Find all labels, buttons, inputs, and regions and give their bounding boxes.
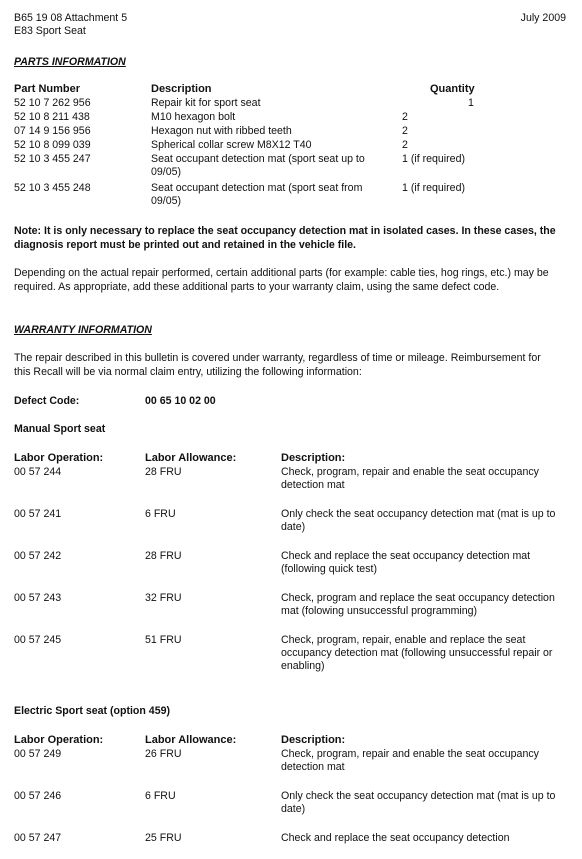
bulletin-subject: E83 Sport Seat [14, 25, 86, 37]
labor-allowance: 26 FRU [145, 748, 182, 760]
part-description: M10 hexagon bolt [151, 111, 236, 123]
defect-code-value: 00 65 10 02 00 [145, 395, 216, 407]
labor-allowance: 25 FRU [145, 832, 182, 844]
labor-allowance-header: Labor Allowance: [145, 452, 237, 464]
labor-description-header: Description: [281, 734, 346, 746]
parts-col-part-number: Part Number [14, 83, 81, 95]
labor-description: Check, program, repair, enable and replace the seat occupancy detection mat (following unsuccessful repair or enabling) [281, 634, 553, 672]
note-paragraph: Note: It is only necessary to replace the seat occupancy detection mat in isolated cases. In these cases, the diagnosis report must be printed out and retained in the vehicle file. [14, 225, 556, 251]
labor-allowance: 6 FRU [145, 508, 176, 520]
labor-description: Check, program, repair and enable the seat occupancy detection mat [281, 748, 539, 773]
part-quantity: 1 [468, 97, 474, 109]
header-left [14, 12, 127, 38]
part-quantity: 2 [402, 125, 408, 137]
labor-operation: 00 57 244 [14, 466, 62, 478]
labor-description: Only check the seat occupancy detection mat (mat is up to date) [281, 790, 556, 815]
part-quantity: 1 (if required) [402, 153, 465, 165]
labor-allowance: 6 FRU [145, 790, 176, 802]
part-quantity: 1 (if required) [402, 182, 465, 194]
part-number: 52 10 7 262 956 [14, 97, 91, 109]
part-quantity: 2 [402, 139, 408, 151]
labor-operation: 00 57 247 [14, 832, 62, 844]
labor-description-header: Description: [281, 452, 346, 464]
labor-description: Check and replace the seat occupancy detection mat (following quick test) [281, 550, 531, 575]
parts-col-description: Description [151, 83, 212, 95]
labor-operation: 00 57 249 [14, 748, 62, 760]
defect-code-label: Defect Code: [14, 395, 80, 407]
part-quantity: 2 [402, 111, 408, 123]
bulletin-id: B65 19 08 Attachment 5 [14, 12, 128, 24]
labor-allowance: 28 FRU [145, 466, 182, 478]
part-description: Hexagon nut with ribbed teeth [151, 125, 292, 137]
part-description: Seat occupant detection mat (sport seat up to 09/05) [151, 153, 365, 178]
labor-description: Check and replace the seat occupancy detection [281, 832, 510, 844]
parts-section-title: PARTS INFORMATION [14, 56, 126, 68]
part-number: 52 10 3 455 247 [14, 153, 91, 165]
labor-description: Only check the seat occupancy detection mat (mat is up to date) [281, 508, 556, 533]
part-number: 52 10 3 455 248 [14, 182, 91, 194]
labor-description: Check, program and replace the seat occupancy detection mat (folowing unsuccessful programming) [281, 592, 555, 617]
labor-allowance-header: Labor Allowance: [145, 734, 237, 746]
bulletin-date: July 2009 [520, 12, 566, 24]
manual-seat-title: Manual Sport seat [14, 423, 106, 435]
labor-operation-header: Labor Operation: [14, 452, 104, 464]
labor-operation: 00 57 242 [14, 550, 62, 562]
labor-operation: 00 57 241 [14, 508, 62, 520]
parts-col-quantity: Quantity [430, 83, 475, 95]
part-number: 07 14 9 156 956 [14, 125, 91, 137]
part-description: Seat occupant detection mat (sport seat from 09/05) [151, 182, 363, 207]
part-number: 52 10 8 099 039 [14, 139, 91, 151]
warranty-section-title: WARRANTY INFORMATION [14, 324, 152, 336]
labor-allowance: 51 FRU [145, 634, 182, 646]
part-number: 52 10 8 211 438 [14, 111, 90, 123]
labor-allowance: 32 FRU [145, 592, 182, 604]
warranty-paragraph: The repair described in this bulletin is covered under warranty, regardless of time or mileage. Reimbursement for this Recall will be via normal claim entry, utilizing the following information: [14, 352, 541, 378]
labor-operation-header: Labor Operation: [14, 734, 104, 746]
additional-parts-paragraph: Depending on the actual repair performed, certain additional parts (for example: cable ties, hog rings, etc.) may be required. As appropriate, add these additional parts to your warranty claim, using the same defect code. [14, 267, 549, 293]
part-description: Spherical collar screw M8X12 T40 [151, 139, 312, 151]
labor-operation: 00 57 245 [14, 634, 62, 646]
part-description: Repair kit for sport seat [151, 97, 261, 109]
labor-operation: 00 57 246 [14, 790, 62, 802]
labor-description: Check, program, repair and enable the seat occupancy detection mat [281, 466, 539, 491]
labor-allowance: 28 FRU [145, 550, 182, 562]
labor-operation: 00 57 243 [14, 592, 62, 604]
electric-seat-title: Electric Sport seat (option 459) [14, 705, 170, 717]
